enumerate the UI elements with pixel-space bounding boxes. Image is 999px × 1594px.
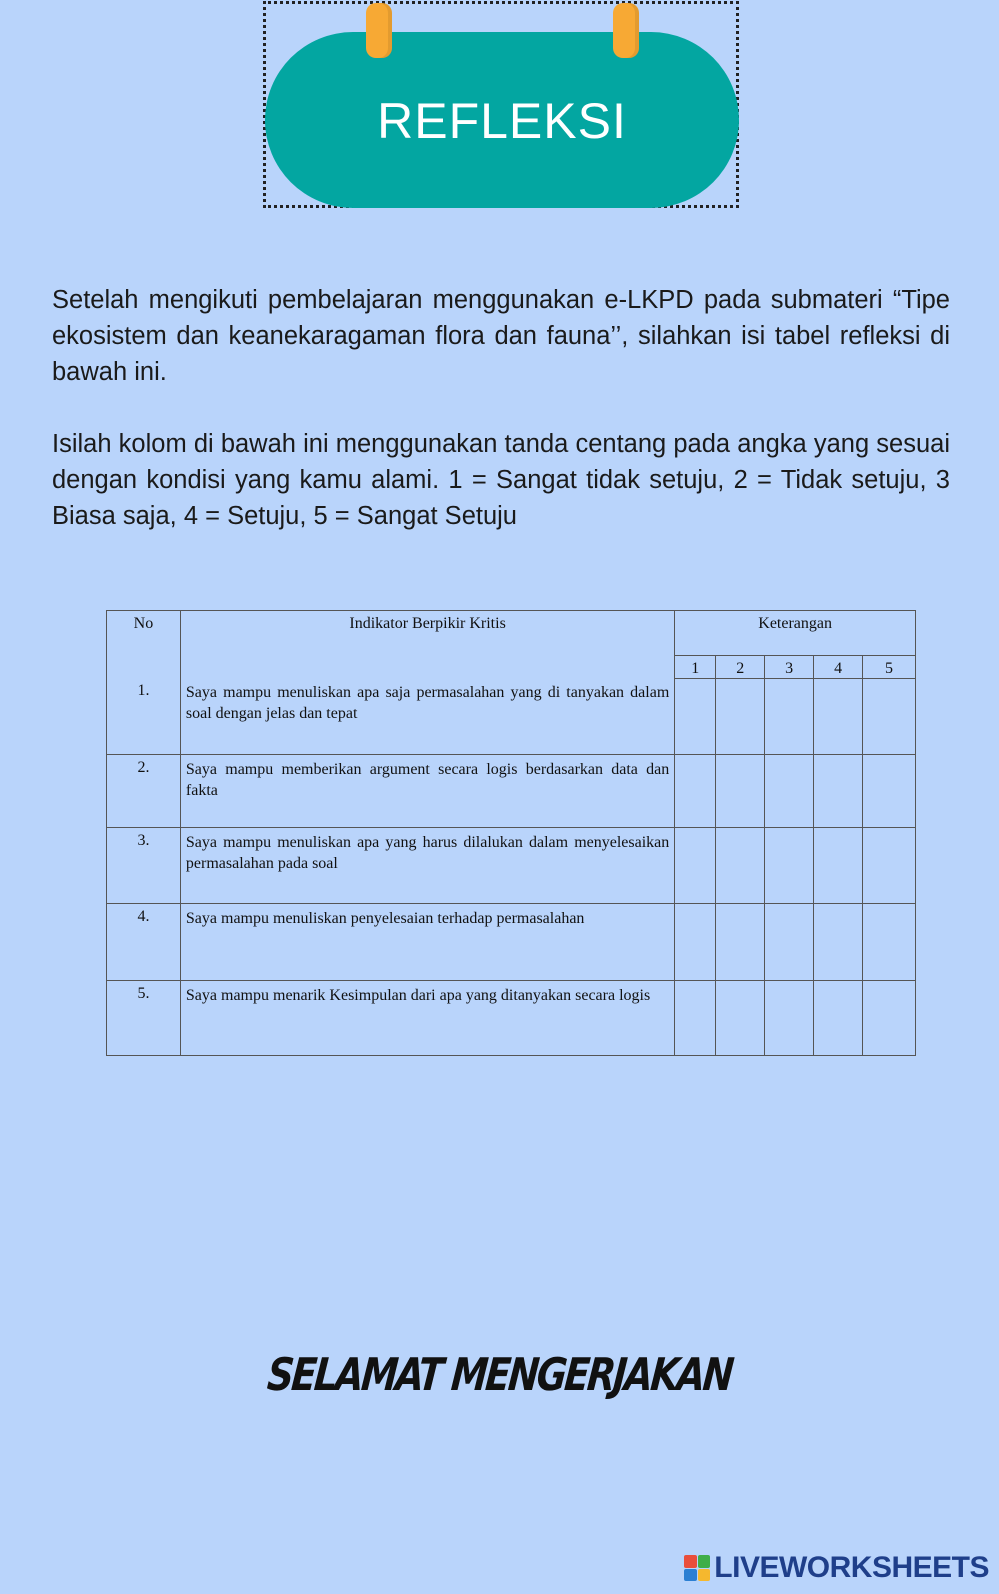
closing-message: SELAMAT MENGERJAKAN [265,1348,734,1401]
header-keterangan: Keterangan [675,611,916,656]
row-number: 1. [107,678,181,754]
scale-4: 4 [814,655,863,678]
check-cell-5[interactable] [863,980,916,1055]
scale-1: 1 [675,655,716,678]
row-number: 4. [107,903,181,980]
check-cell-5[interactable] [863,678,916,754]
row-indicator: Saya mampu menarik Kesimpulan dari apa yang ditanyakan secara logis [180,980,674,1055]
page-title: REFLEKSI [377,93,627,149]
check-cell-4[interactable] [814,903,863,980]
table-row [107,827,916,903]
row-indicator: Saya mampu menuliskan apa yang harus dilalukan dalam menyelesaikan permasalahan pada soal [180,827,674,903]
check-cell-3[interactable] [765,678,814,754]
intro-paragraph: Setelah mengikuti pembelajaran menggunakan e-LKPD pada submateri “Tipe ekosistem dan keanekaragaman flora dan fauna’’, silahkan isi tabel refleksi di bawah ini. [52,286,950,386]
reflection-table [106,610,916,1056]
check-cell-1[interactable] [675,754,716,827]
row-indicator: Saya mampu menuliskan apa saja permasalahan yang di tanyakan dalam soal dengan jelas dan tepat [180,678,674,754]
brand-name: LIVEWORKSHEETS [714,1551,989,1584]
title-banner [265,32,739,208]
row-number: 5. [107,980,181,1055]
check-cell-1[interactable] [675,980,716,1055]
logo-tile [684,1569,697,1582]
check-cell-3[interactable] [765,980,814,1055]
scale-3: 3 [765,655,814,678]
table-row [107,754,916,827]
check-cell-2[interactable] [716,754,765,827]
check-cell-3[interactable] [765,754,814,827]
scale-5: 5 [863,655,916,678]
table-row [107,903,916,980]
check-cell-4[interactable] [814,678,863,754]
check-cell-4[interactable] [814,754,863,827]
brand-watermark[interactable] [684,1550,989,1586]
check-cell-1[interactable] [675,903,716,980]
check-cell-3[interactable] [765,903,814,980]
header-indikator: Indikator Berpikir Kritis [180,611,674,656]
table-row [107,980,916,1055]
header-no: No [107,611,181,656]
row-number: 2. [107,754,181,827]
row-number: 3. [107,827,181,903]
logo-tile [698,1555,711,1568]
check-cell-1[interactable] [675,678,716,754]
row-indicator: Saya mampu memberikan argument secara logis berdasarkan data dan fakta [180,754,674,827]
check-cell-2[interactable] [716,827,765,903]
check-cell-5[interactable] [863,827,916,903]
check-cell-1[interactable] [675,827,716,903]
header-no-spacer [107,655,181,678]
pin-icon [366,3,392,58]
check-cell-2[interactable] [716,980,765,1055]
pin-icon [613,3,639,58]
instruction-paragraph: Isilah kolom di bawah ini menggunakan tanda centang pada angka yang sesuai dengan kondisi yang kamu alami. 1 = Sangat tidak setuju, 2 = Tidak setuju, 3 Biasa saja, 4 = Setuju, 5 = Sangat Setuju [52,430,950,530]
logo-tile [684,1555,697,1568]
header-indikator-spacer [180,655,674,678]
row-indicator: Saya mampu menuliskan penyelesaian terhadap permasalahan [180,903,674,980]
scale-2: 2 [716,655,765,678]
check-cell-2[interactable] [716,903,765,980]
check-cell-3[interactable] [765,827,814,903]
table-row [107,678,916,754]
logo-tile [698,1569,711,1582]
check-cell-5[interactable] [863,903,916,980]
check-cell-4[interactable] [814,980,863,1055]
check-cell-4[interactable] [814,827,863,903]
check-cell-5[interactable] [863,754,916,827]
check-cell-2[interactable] [716,678,765,754]
liveworksheets-logo-icon [684,1555,710,1581]
